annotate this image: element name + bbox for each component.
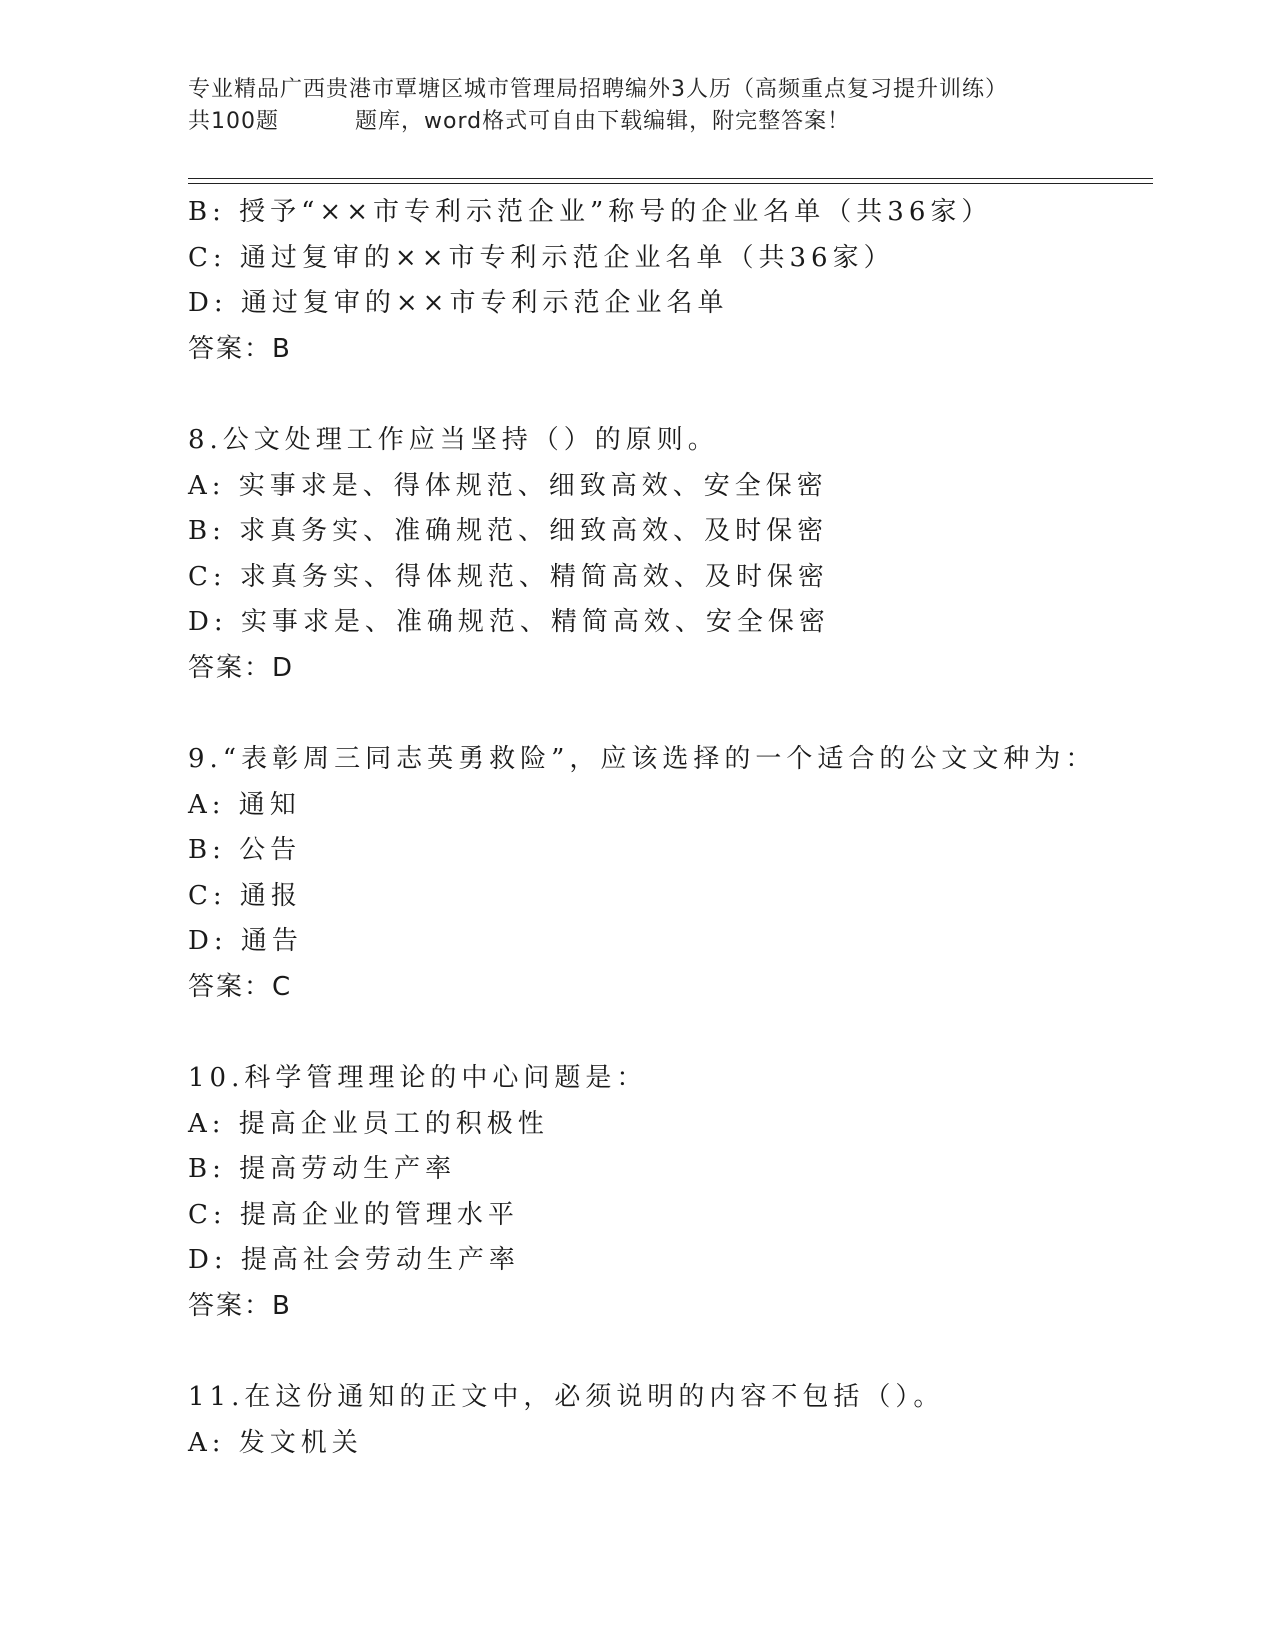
header-divider-bottom [188,183,1153,184]
header-question-count: 共100题 [188,109,279,134]
block-spacer [188,372,1148,418]
header-title-line: 专业精品广西贵港市覃塘区城市管理局招聘编外3人历（高频重点复习提升训练） [188,77,1008,102]
block-spacer [188,1010,1148,1056]
question-list [188,190,1148,1466]
header-format-note: 题库，word格式可自由下载编辑，附完整答案！ [355,109,851,134]
question-text: 10.科学管理理论的中心问题是： [188,1063,648,1093]
answer-option: D: 通过复审的××市专利示范企业名单 [188,288,729,318]
answer-option: D: 提高社会劳动生产率 [188,1245,520,1275]
answer-option: C: 通过复审的××市专利示范企业名单（共36家） [188,242,895,273]
page-header [188,74,1088,138]
correct-answer: 答案：C [188,971,293,1002]
answer-option: A: 发文机关 [188,1427,363,1458]
question-text: 9.“表彰周三同志英勇救险”，应该选择的一个适合的公文文种为： [188,744,1097,774]
block-spacer [188,1329,1148,1375]
answer-option: A: 通知 [188,789,301,820]
header-divider-top [188,178,1153,179]
answer-option: B: 求真务实、准确规范、细致高效、及时保密 [188,516,829,546]
answer-option: D: 实事求是、准确规范、精简高效、安全保密 [188,607,830,637]
answer-option: B: 公告 [188,835,302,865]
answer-option: B: 提高劳动生产率 [188,1154,457,1184]
correct-answer: 答案：D [188,652,295,683]
answer-option: D: 通告 [188,926,303,956]
correct-answer: 答案：B [188,333,292,364]
answer-option: C: 求真务实、得体规范、精简高效、及时保密 [188,561,829,592]
answer-option: C: 提高企业的管理水平 [188,1199,519,1230]
answer-option: A: 实事求是、得体规范、细致高效、安全保密 [188,470,828,501]
answer-option: B: 授予“××市专利示范企业”称号的企业名单（共36家） [188,197,993,227]
answer-option: A: 提高企业员工的积极性 [188,1108,549,1139]
header-subtitle-line [188,106,1088,138]
header-gap [279,106,355,138]
answer-option: C: 通报 [188,880,302,911]
block-spacer [188,691,1148,737]
correct-answer: 答案：B [188,1290,292,1321]
question-text: 8.公文处理工作应当坚持（）的原则。 [188,425,719,455]
question-text: 11.在这份通知的正文中，必须说明的内容不包括（）。 [188,1382,945,1412]
